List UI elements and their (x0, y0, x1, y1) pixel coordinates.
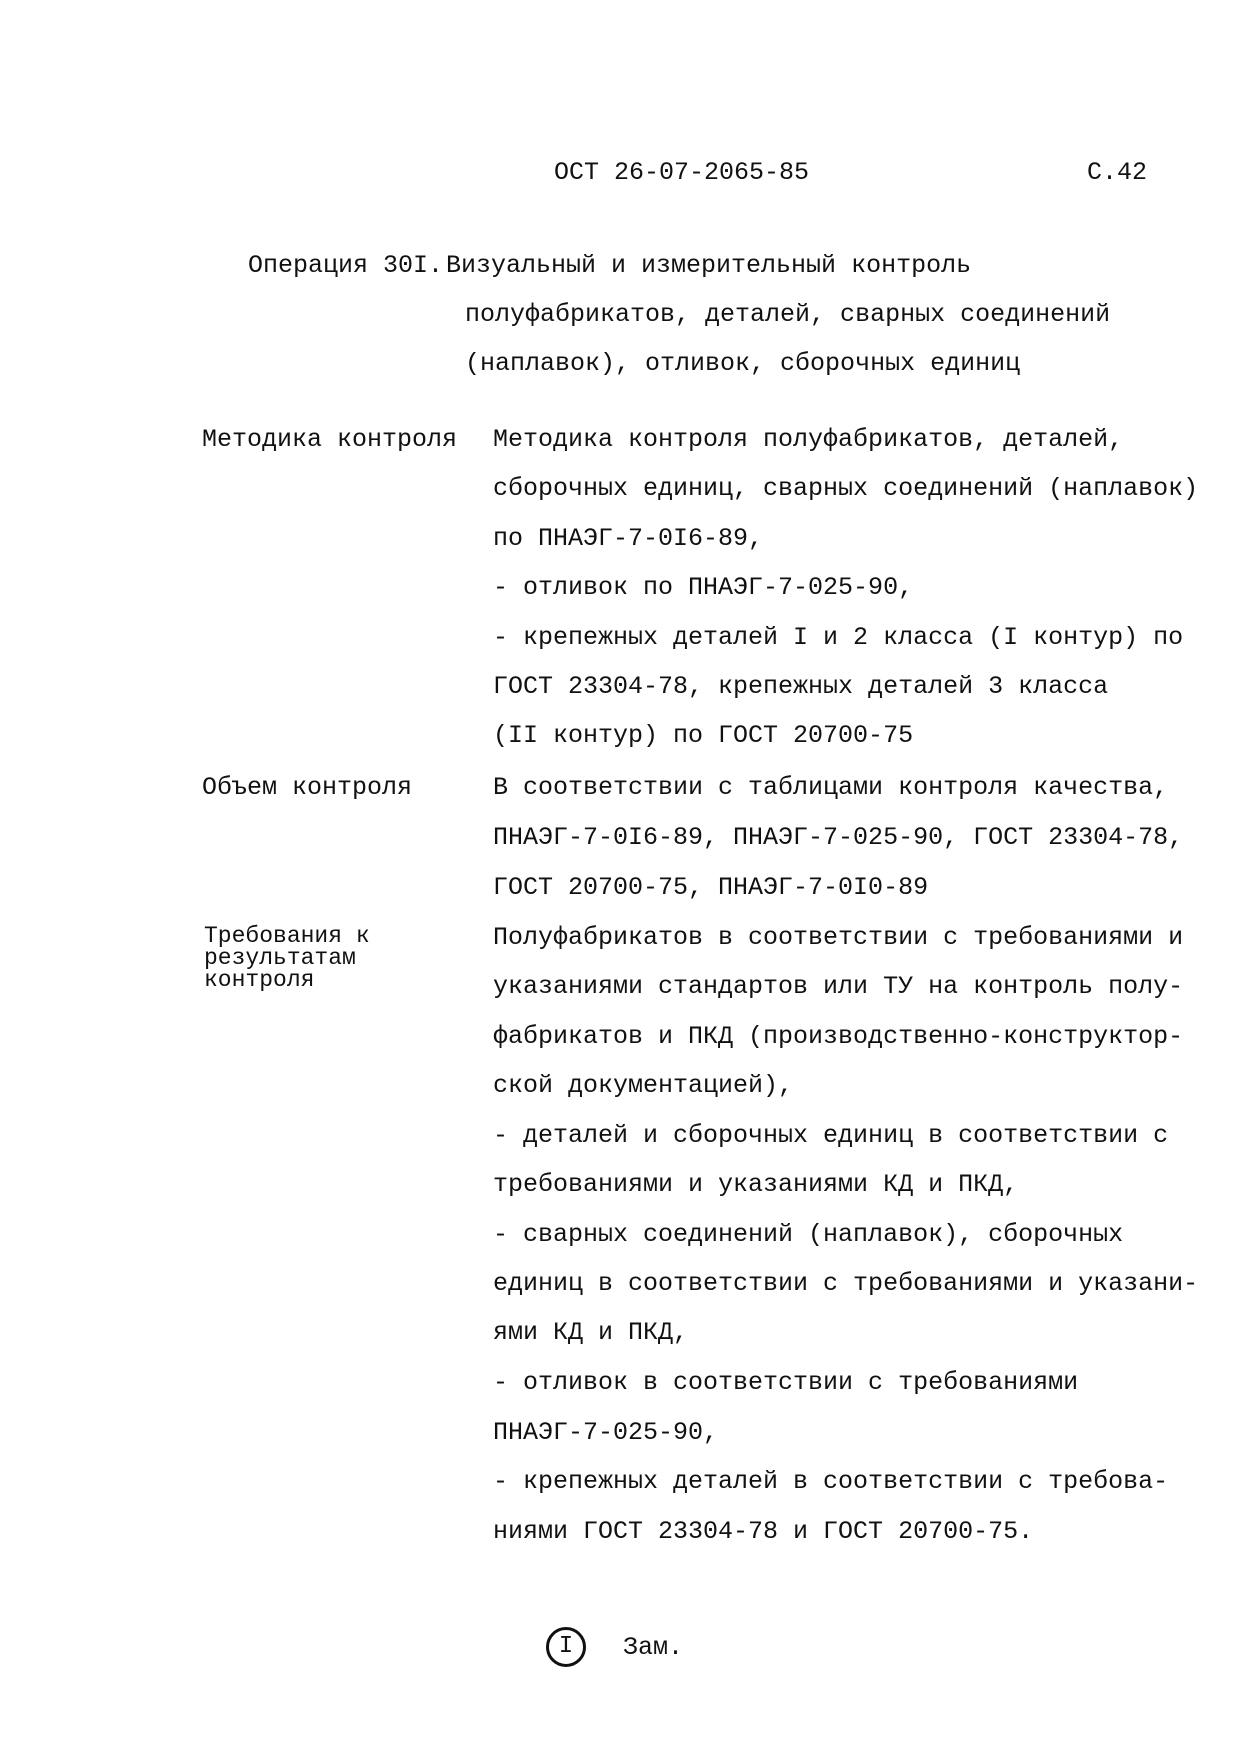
section-text-line: - деталей и сборочных единиц в соответствии с (493, 1121, 1169, 1150)
change-mark-label: Зам. (623, 1633, 684, 1662)
section-text-line: ями КД и ПКД, (493, 1318, 689, 1347)
change-number-circle: I (546, 1627, 586, 1667)
operation-title-line: Визуальный и измерительный контроль (446, 251, 972, 280)
section-label-requirements: Требования к (204, 923, 370, 949)
section-text-line: по ПНАЭГ-7-0I6-89, (493, 524, 764, 553)
section-text-line: Полуфабрикатов в соответствии с требованиями и (493, 923, 1184, 952)
section-text-line: единиц в соответствии с требованиями и указани- (493, 1269, 1199, 1298)
section-label-requirements: контроля (204, 967, 315, 993)
section-text-line: указаниями стандартов или ТУ на контроль полу- (493, 972, 1184, 1001)
section-text-line: ской документацией), (493, 1071, 794, 1100)
section-text-line: сборочных единиц, сварных соединений (наплавок) (493, 474, 1199, 503)
section-text-line: ниями ГОСТ 23304-78 и ГОСТ 20700-75. (493, 1517, 1034, 1546)
page-number: С.42 (1087, 158, 1148, 187)
section-label-method: Методика контроля (202, 425, 458, 454)
section-label-volume: Объем контроля (202, 773, 413, 802)
section-text-line: - крепежных деталей I и 2 класса (I контур) по (493, 623, 1184, 652)
section-text-line: - отливок в соответствии с требованиями (493, 1368, 1079, 1397)
section-text-line: В соответствии с таблицами контроля качества, (493, 773, 1169, 802)
section-text-line: ГОСТ 23304-78, крепежных деталей 3 класса (493, 672, 1109, 701)
section-text-line: ГОСТ 20700-75, ПНАЭГ-7-0I0-89 (493, 873, 929, 902)
section-label-requirements: результатам (204, 945, 356, 971)
section-text-line: Методика контроля полуфабрикатов, деталей, (493, 425, 1124, 454)
section-text-line: ПНАЭГ-7-0I6-89, ПНАЭГ-7-025-90, ГОСТ 23304-78, (493, 823, 1184, 852)
section-text-line: - отливок по ПНАЭГ-7-025-90, (493, 573, 914, 602)
standard-number: ОСТ 26-07-2065-85 (554, 158, 810, 187)
section-text-line: фабрикатов и ПКД (производственно-конструктор- (493, 1022, 1184, 1051)
operation-title-line: полуфабрикатов, деталей, сварных соединений (465, 300, 1111, 329)
operation-title-line: (наплавок), отливок, сборочных единиц (465, 349, 1021, 378)
section-text-line: (II контур) по ГОСТ 20700-75 (493, 721, 914, 750)
section-text-line: требованиями и указаниями КД и ПКД, (493, 1170, 1019, 1199)
operation-label: Операция 30I. (248, 251, 444, 280)
section-text-line: - сварных соединений (наплавок), сборочных (493, 1220, 1124, 1249)
section-text-line: - крепежных деталей в соответствии с требова- (493, 1467, 1169, 1496)
section-text-line: ПНАЭГ-7-025-90, (493, 1418, 719, 1447)
